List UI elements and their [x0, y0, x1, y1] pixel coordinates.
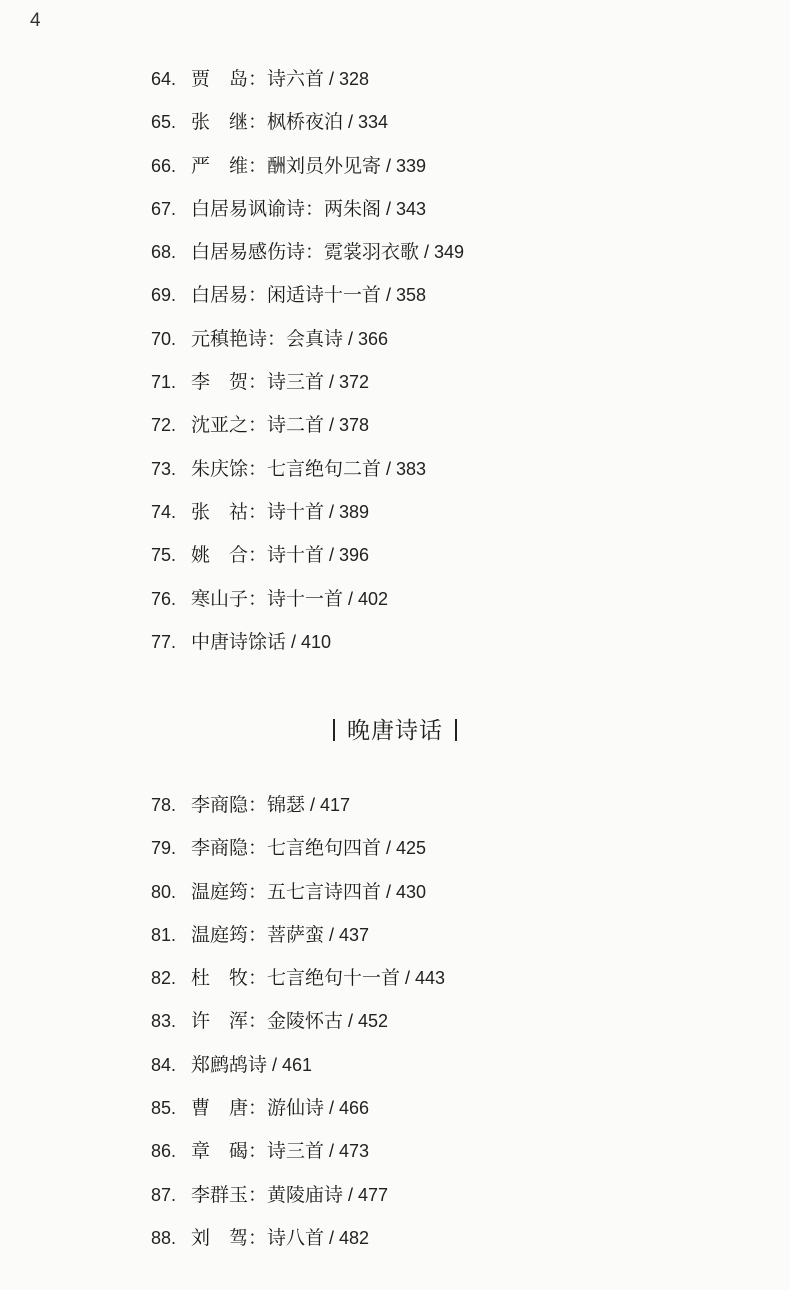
page-number: 4: [30, 10, 41, 31]
section-header: [0, 712, 790, 745]
entry-separator: /: [267, 1054, 283, 1075]
entry-page: 466: [339, 1098, 370, 1119]
toc-entry[interactable]: [151, 914, 711, 957]
toc-entry[interactable]: [151, 318, 711, 361]
entry-page: 473: [339, 1141, 370, 1162]
entry-page: 437: [339, 924, 370, 945]
toc-list-mid-tang: [151, 58, 711, 664]
toc-entry[interactable]: [151, 274, 711, 317]
entry-number: 77.: [151, 631, 177, 652]
entry-title: 贾 岛：诗六首: [191, 68, 325, 90]
entry-number: 75.: [151, 545, 177, 566]
toc-entry[interactable]: [151, 58, 711, 101]
entry-page: 482: [339, 1227, 370, 1248]
entry-number: 71.: [151, 372, 177, 393]
entry-title: 杜 牧：七言绝句十一首: [191, 967, 401, 990]
toc-entry[interactable]: [151, 231, 711, 274]
entry-number: 86.: [151, 1141, 177, 1162]
entry-title: 刘 驾：诗八首: [191, 1226, 325, 1249]
entry-page: 477: [358, 1184, 389, 1205]
entry-title: 李商隐：锦瑟: [191, 794, 306, 816]
entry-separator: /: [400, 968, 416, 989]
entry-title: 张 祜：诗十首: [191, 500, 325, 523]
entry-title: 曹 唐：游仙诗: [191, 1097, 325, 1120]
entry-page: 343: [396, 198, 427, 219]
toc-entry[interactable]: [151, 1217, 711, 1260]
toc-list-late-tang: [151, 784, 711, 1260]
toc-entry[interactable]: [151, 534, 711, 577]
entry-page: 339: [396, 155, 427, 176]
entry-number: 74.: [151, 501, 177, 522]
entry-number: 85.: [151, 1098, 177, 1119]
entry-title: 白居易讽谕诗：两朱阁: [191, 197, 382, 220]
entry-title: 张 继：枫桥夜泊: [191, 111, 344, 134]
entry-page: 402: [358, 588, 389, 609]
entry-page: 372: [339, 372, 370, 393]
entry-number: 70.: [151, 328, 177, 349]
entry-separator: /: [286, 631, 302, 652]
entry-title: 朱庆馀：七言绝句二首: [191, 457, 382, 480]
entry-page: 410: [301, 631, 332, 652]
entry-separator: /: [324, 415, 340, 436]
toc-entry[interactable]: [151, 1174, 711, 1217]
entry-number: 66.: [151, 155, 177, 176]
entry-number: 87.: [151, 1184, 177, 1205]
entry-separator: /: [381, 838, 397, 859]
entry-number: 88.: [151, 1227, 177, 1248]
entry-separator: /: [343, 328, 359, 349]
entry-number: 73.: [151, 458, 177, 479]
entry-title: 章 碣：诗三首: [191, 1140, 325, 1163]
entry-separator: /: [381, 881, 397, 902]
entry-number: 79.: [151, 838, 177, 859]
entry-separator: /: [343, 112, 359, 133]
toc-entry[interactable]: [151, 621, 711, 664]
entry-separator: /: [305, 795, 321, 815]
entry-title: 元稹艳诗：会真诗: [191, 327, 344, 350]
entry-page: 417: [320, 795, 351, 815]
entry-separator: /: [324, 69, 340, 89]
toc-entry[interactable]: [151, 1000, 711, 1043]
entry-separator: /: [324, 1227, 340, 1248]
entry-separator: /: [381, 155, 397, 176]
entry-page: 389: [339, 501, 370, 522]
entry-page: 425: [396, 838, 427, 859]
toc-entry[interactable]: [151, 145, 711, 188]
entry-separator: /: [324, 1098, 340, 1119]
entry-number: 82.: [151, 968, 177, 989]
entry-title: 李商隐：七言绝句四首: [191, 837, 382, 860]
entry-separator: /: [324, 1141, 340, 1162]
entry-title: 白居易：闲适诗十一首: [191, 284, 382, 307]
section-title: 晚唐诗话: [347, 718, 443, 744]
entry-separator: /: [381, 285, 397, 306]
entry-page: 349: [434, 242, 465, 263]
entry-number: 84.: [151, 1054, 177, 1075]
toc-entry[interactable]: [151, 1087, 711, 1130]
entry-page: 430: [396, 881, 427, 902]
entry-separator: /: [381, 198, 397, 219]
entry-title: 沈亚之：诗二首: [191, 414, 325, 437]
entry-number: 81.: [151, 924, 177, 945]
entry-separator: /: [343, 1011, 359, 1032]
toc-entry[interactable]: [151, 404, 711, 447]
toc-entry[interactable]: [151, 491, 711, 534]
toc-entry[interactable]: [151, 1044, 711, 1087]
entry-number: 76.: [151, 588, 177, 609]
entry-page: 358: [396, 285, 427, 306]
entry-number: 72.: [151, 415, 177, 436]
entry-title: 姚 合：诗十首: [191, 544, 325, 567]
toc-entry[interactable]: [151, 827, 711, 870]
entry-title: 严 维：酬刘员外见寄: [191, 154, 382, 177]
toc-entry[interactable]: [151, 1130, 711, 1173]
entry-page: 383: [396, 458, 427, 479]
toc-entry[interactable]: [151, 101, 711, 144]
entry-number: 69.: [151, 285, 177, 306]
entry-separator: /: [343, 1184, 359, 1205]
entry-separator: /: [419, 242, 435, 263]
header-left-bar: [333, 719, 335, 741]
entry-number: 65.: [151, 112, 177, 133]
entry-title: 许 浑：金陵怀古: [191, 1010, 344, 1033]
entry-number: 64.: [151, 69, 177, 89]
entry-separator: /: [324, 501, 340, 522]
toc-entry[interactable]: [151, 957, 711, 1000]
entry-title: 寒山子：诗十一首: [191, 587, 344, 610]
entry-separator: /: [324, 545, 340, 566]
entry-title: 郑鹧鸪诗: [191, 1053, 268, 1076]
toc-entry[interactable]: [151, 784, 711, 827]
entry-title: 李 贺：诗三首: [191, 371, 325, 394]
entry-separator: /: [324, 372, 340, 393]
entry-title: 温庭筠：菩萨蛮: [191, 923, 325, 946]
entry-title: 温庭筠：五七言诗四首: [191, 880, 382, 903]
entry-page: 366: [358, 328, 389, 349]
entry-separator: /: [343, 588, 359, 609]
entry-number: 83.: [151, 1011, 177, 1032]
entry-separator: /: [381, 458, 397, 479]
entry-number: 68.: [151, 242, 177, 263]
entry-number: 80.: [151, 881, 177, 902]
entry-page: 452: [358, 1011, 389, 1032]
entry-number: 67.: [151, 198, 177, 219]
header-right-bar: [455, 719, 457, 741]
entry-title: 白居易感伤诗：霓裳羽衣歌: [191, 241, 420, 264]
entry-title: 李群玉：黄陵庙诗: [191, 1183, 344, 1206]
toc-entry[interactable]: [151, 448, 711, 491]
entry-separator: /: [324, 924, 340, 945]
toc-entry[interactable]: [151, 361, 711, 404]
toc-entry[interactable]: [151, 871, 711, 914]
entry-number: 78.: [151, 795, 177, 815]
entry-title: 中唐诗馀话: [191, 630, 287, 653]
entry-page: 443: [415, 968, 446, 989]
toc-entry[interactable]: [151, 578, 711, 621]
entry-page: 328: [339, 69, 370, 89]
toc-entry[interactable]: [151, 188, 711, 231]
entry-page: 461: [282, 1054, 313, 1075]
entry-page: 378: [339, 415, 370, 436]
entry-page: 334: [358, 112, 389, 133]
entry-page: 396: [339, 545, 370, 566]
